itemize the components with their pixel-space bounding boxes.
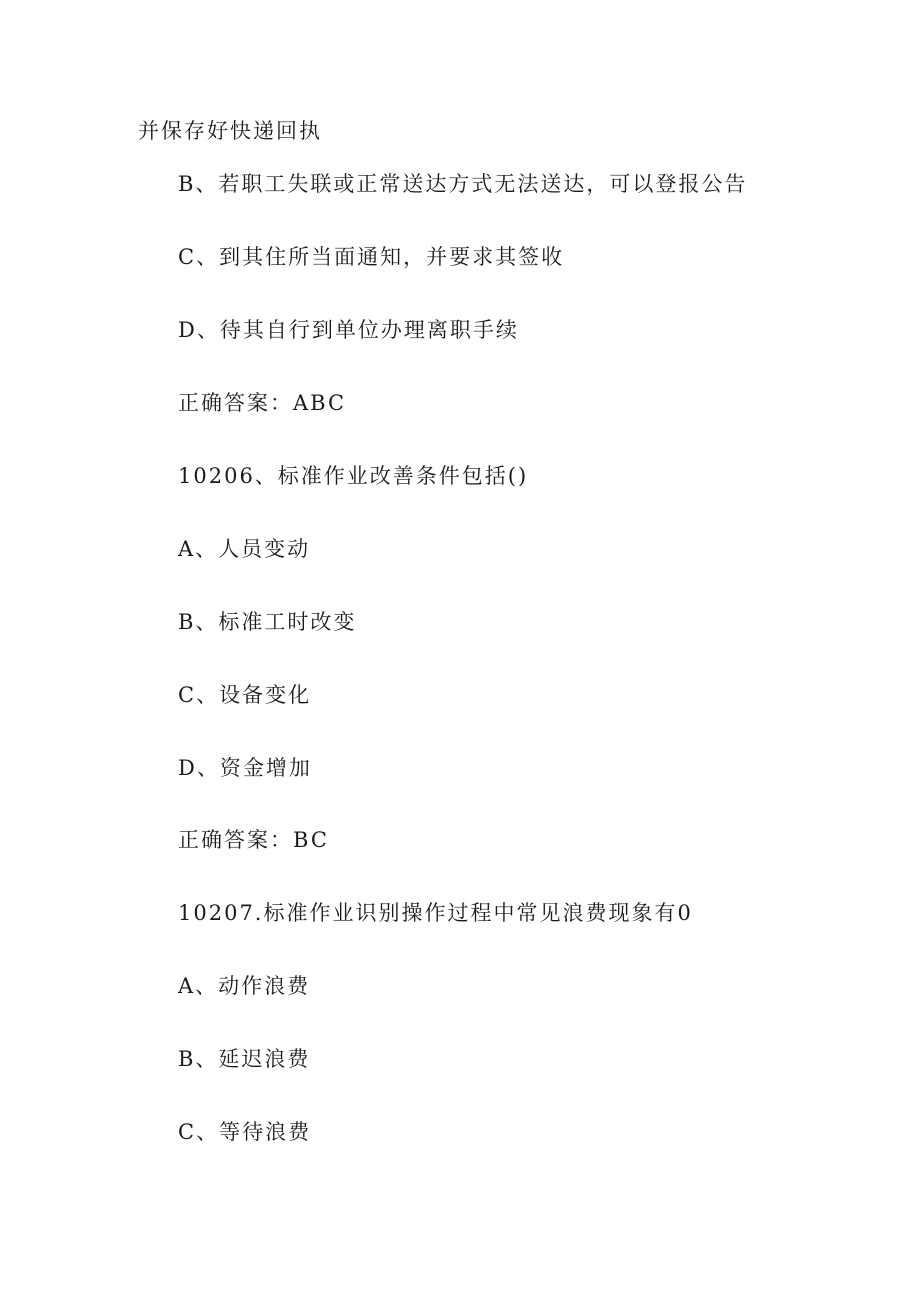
- question-10207: 10207.标准作业识别操作过程中常见浪费现象有0: [178, 901, 693, 925]
- option-c: C、设备变化: [178, 683, 312, 707]
- option-a: A、动作浪费: [178, 974, 311, 998]
- option-d: D、资金增加: [178, 756, 312, 780]
- option-c: C、等待浪费: [178, 1120, 312, 1144]
- correct-answer: 正确答案：BC: [178, 828, 329, 852]
- question-10206: 10206、标准作业改善条件包括(): [178, 464, 529, 488]
- option-b: B、若职工失联或正常送达方式无法送达，可以登报公告: [178, 172, 748, 196]
- option-b: B、标准工时改变: [178, 610, 357, 634]
- option-c: C、到其住所当面通知，并要求其签收: [178, 245, 565, 269]
- correct-answer: 正确答案：ABC: [178, 391, 347, 415]
- option-d: D、待其自行到单位办理离职手续: [178, 318, 519, 342]
- option-continuation-text: 并保存好快递回执: [138, 119, 322, 143]
- option-b: B、延迟浪费: [178, 1047, 311, 1071]
- option-a: A、人员变动: [178, 537, 311, 561]
